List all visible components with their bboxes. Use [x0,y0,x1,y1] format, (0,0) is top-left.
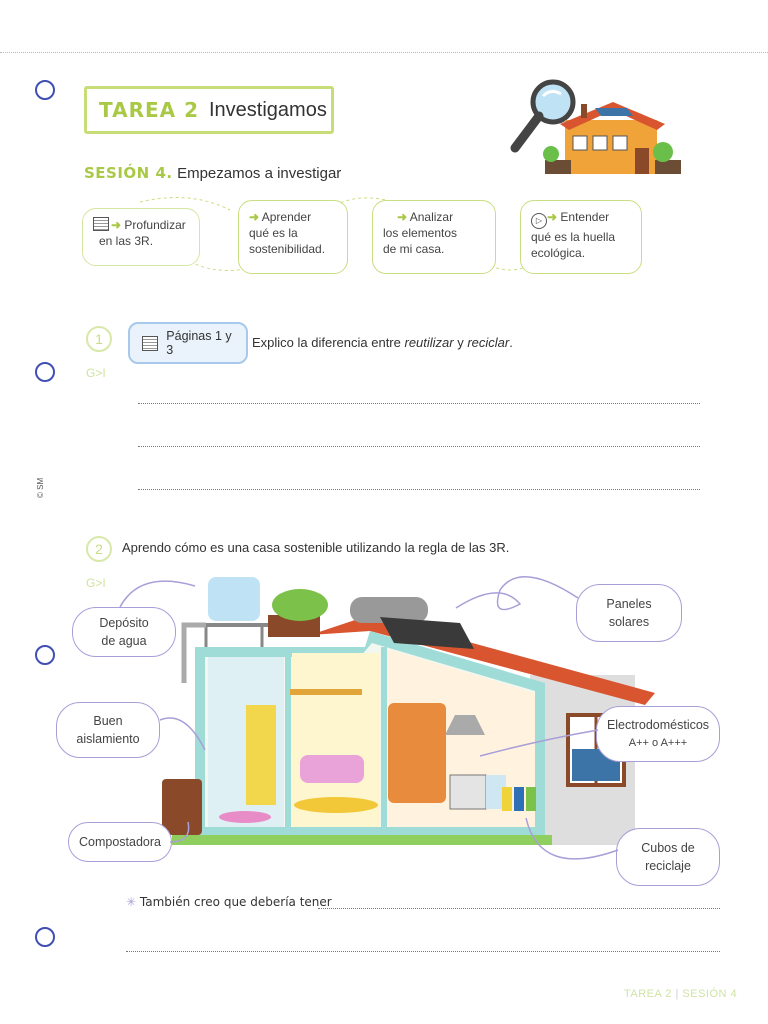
grouping-label-2: G>I [86,576,106,590]
session-label: SESIÓN 4. [84,164,173,182]
pages-reference: Páginas 1 y 3 [128,322,248,364]
label-buen-aislamiento: Buen aislamiento [56,702,160,758]
binder-hole [35,362,55,382]
play-icon: ▷ [531,213,547,229]
activity1-question: Explico la diferencia entre reutilizar y reciclar. [252,335,513,350]
binder-hole [35,80,55,100]
book-icon [142,336,158,351]
document-icon [93,217,109,231]
answer-line[interactable] [126,951,720,952]
label-cubos-de-reciclaje: Cubos de reciclaje [616,828,720,886]
top-dotted-line [0,52,768,53]
label-deposito-de-agua: Depósito de agua [72,607,176,657]
magnifier-icon [515,82,573,148]
label-compostadora: Compostadora [68,822,172,862]
activity-number-1: 1 [86,326,112,352]
page-title: Investigamos [209,98,327,121]
goal-profundizar: ➜ Profundizar en las 3R. [82,208,200,266]
activity-number-2: 2 [86,536,112,562]
task-label: TAREA 2 [99,98,199,122]
extra-prompt: ✳ También creo que debería tener [126,895,332,909]
answer-line[interactable] [138,446,700,447]
label-arrows [0,560,768,880]
goal-analizar: ➜ Analizar los elementos de mi casa. [372,200,496,274]
label-paneles-solares: Paneles solares [576,584,682,642]
label-electrodomesticos: Electrodomésticos A++ o A+++ [596,706,720,762]
activity2-statement: Aprendo cómo es una casa sostenible utilizando la regla de las 3R. [122,540,510,555]
session-heading [84,164,341,183]
answer-line[interactable] [138,403,700,404]
session-subtitle: Empezamos a investigar [177,165,342,182]
answer-line[interactable] [138,489,700,490]
grouping-label-1: G>I [86,366,106,380]
page-footer: TAREA 2 | SESIÓN 4 [624,988,738,1000]
house-magnifier-illustration [505,78,685,180]
goal-aprender: ➜ Aprender qué es la sostenibilidad. [238,200,348,274]
task-title-box [84,86,334,134]
binder-hole [35,927,55,947]
copyright-mark: © SM [36,477,45,498]
goal-entender: ▷ ➜ Entender qué es la huella ecológica. [520,200,642,274]
answer-line[interactable] [318,908,720,909]
star-icon: ✳ [126,895,137,909]
